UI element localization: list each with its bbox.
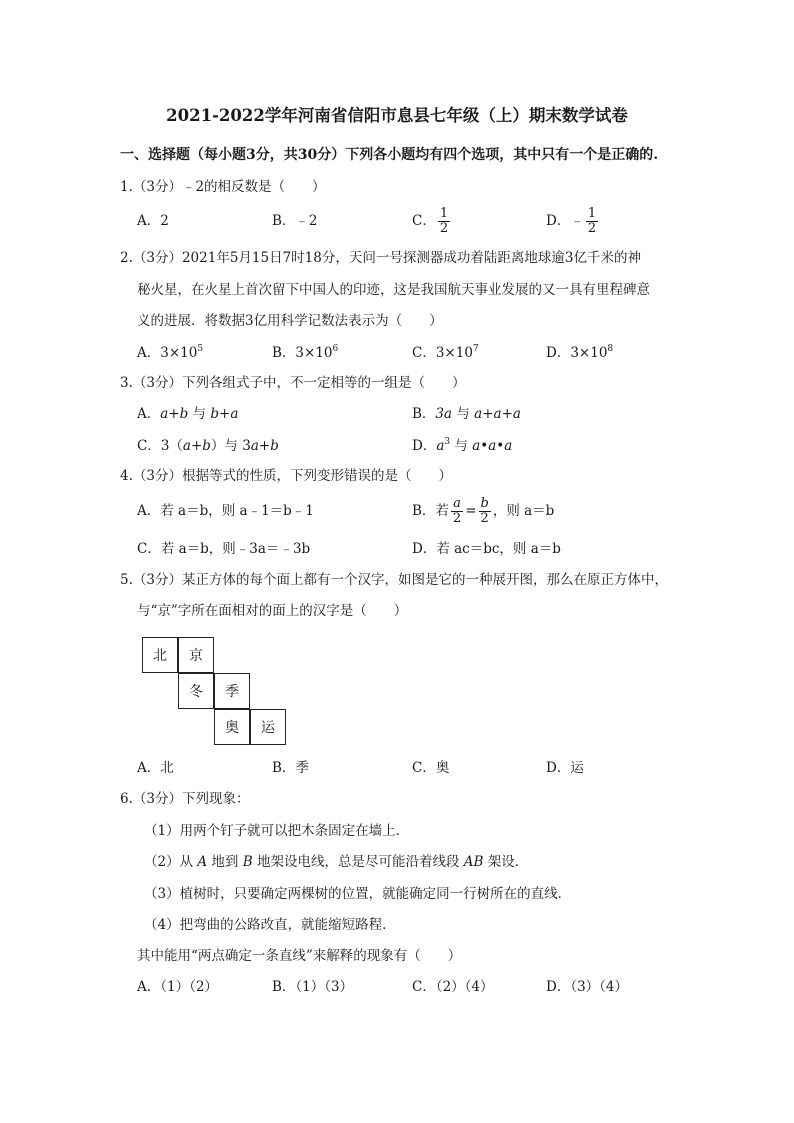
q3-d-exponent: 3 [444, 437, 451, 447]
question-5-line-1: 5.（3分）某正方体的每个面上都有一个汉字，如图是它的一种展开图，那么在原正方体中， [120, 572, 668, 588]
q2-c-base: C．3×10 [412, 345, 473, 361]
q2-option-c[interactable] [412, 344, 479, 362]
q4-option-c[interactable]: C．若 a＝b，则﹣3a＝﹣3b [137, 541, 311, 557]
q6-segment-ab: AB [463, 854, 484, 870]
page-title: 2021-2022学年河南省信阳市息县七年级（上）期末数学试卷 [166, 106, 628, 125]
net-cell-ao: 奥 [214, 709, 250, 745]
q6-item-1: （1）用两个钉子就可以把木条固定在墙上． [144, 823, 410, 839]
question-1-stem: 1.（3分）﹣2的相反数是（ ） [120, 179, 326, 195]
net-cell-jing: 京 [178, 637, 214, 673]
question-2-line-2: 秘火星，在火星上首次留下中国人的印迹，这是我国航天事业发展的又一具有里程碑意 [137, 282, 650, 298]
section-heading: 一、选择题（每小题3分，共30分）下列各小题均有四个选项，其中只有一个是正确的. [120, 147, 659, 163]
q5-option-d[interactable]: D．运 [546, 760, 584, 776]
q3-c-connector: ）与 3 [210, 438, 251, 454]
q4-b-equals: = [465, 503, 477, 519]
q3-c-expr-2: a+b [250, 438, 279, 454]
q3-a-connector: 与 [188, 406, 211, 422]
q1-d-numerator: 1 [587, 206, 597, 221]
q3-b-expr-2: a+a+a [474, 406, 521, 422]
net-cell-yun: 运 [250, 709, 286, 745]
question-2-line-1: 2.（3分）2021年5月15日7时18分，天问一号探测器成功着陆距离地球逾3亿千米的神 [120, 250, 641, 266]
q1-option-a[interactable]: A．2 [137, 213, 169, 229]
q6-item-3: （3）植树时，只要确定两棵树的位置，就能确定同一行树所在的直线． [144, 886, 572, 902]
q2-option-b[interactable] [272, 344, 338, 362]
q3-b-prefix: B． [412, 406, 436, 422]
question-2-line-3: 义的进展．将数据3亿用科学记数法表示为（ ） [137, 313, 443, 329]
q2-b-base: B．3×10 [272, 345, 333, 361]
q6-item-2 [144, 853, 528, 871]
q3-b-expr-1: 3a [435, 406, 453, 422]
q3-option-b[interactable] [412, 405, 521, 423]
q3-option-a[interactable] [137, 405, 238, 423]
net-cell-dong: 冬 [178, 673, 214, 709]
q3-c-expr-1: a+b [182, 438, 211, 454]
q2-a-exponent: 5 [197, 344, 204, 354]
q6-item-2-post: 架设． [483, 854, 529, 870]
net-cell-bei: 北 [142, 637, 178, 673]
q3-d-expr-2: a•a•a [472, 438, 513, 454]
q6-item-2-mid-2: 地架设电线，总是尽可能沿着线段 [252, 854, 464, 870]
question-4-stem: 4.（3分）根据等式的性质，下列变形错误的是（ ） [120, 468, 452, 484]
q1-option-c[interactable] [412, 203, 452, 239]
q4-b-denominator-1: 2 [452, 511, 462, 526]
q5-option-c[interactable]: C．奥 [412, 760, 450, 776]
q4-option-a[interactable]: A．若 a＝b，则 a﹣1＝b﹣1 [137, 503, 314, 519]
q1-option-c-prefix: C． [412, 213, 436, 229]
question-3-stem: 3.（3分）下列各组式子中，不一定相等的一组是（ ） [120, 375, 466, 391]
q4-b-prefix: B．若 [412, 503, 449, 519]
q3-d-connector: 与 [450, 438, 473, 454]
q3-c-prefix: C．3（ [137, 438, 183, 454]
q3-option-d[interactable] [412, 437, 512, 455]
question-5-line-2: 与“京”字所在面相对的面上的汉字是（ ） [137, 603, 408, 619]
q6-item-2-mid: 地到 [207, 854, 243, 870]
q2-option-a[interactable] [137, 344, 203, 362]
q1-c-numerator: 1 [439, 206, 449, 221]
cube-net-figure [142, 637, 292, 747]
q4-option-b[interactable] [412, 493, 554, 529]
q4-option-d[interactable]: D．若 ac＝bc，则 a＝b [412, 541, 561, 557]
q1-d-denominator: 2 [587, 221, 597, 236]
q5-option-b[interactable]: B．季 [272, 760, 309, 776]
q2-b-exponent: 6 [332, 344, 339, 354]
q1-option-d-fraction [586, 207, 598, 236]
q3-option-c[interactable] [137, 437, 279, 455]
q2-c-exponent: 7 [472, 344, 479, 354]
q4-b-numerator-1: a [453, 496, 461, 511]
q4-b-suffix: ，则 a＝b [492, 503, 555, 519]
q1-option-c-fraction [438, 207, 450, 236]
q6-point-b: B [242, 854, 253, 870]
q1-option-d-prefix: D．﹣ [546, 213, 584, 229]
q6-point-a: A [197, 854, 208, 870]
q2-option-d[interactable] [546, 344, 613, 362]
q3-a-expr-1: a+b [160, 406, 189, 422]
q5-option-a[interactable]: A．北 [137, 760, 174, 776]
q4-b-denominator-2: 2 [480, 511, 489, 526]
q3-a-expr-2: b+a [210, 406, 239, 422]
q6-option-b[interactable]: B．（1）（3） [272, 979, 354, 995]
q6-option-d[interactable]: D．（3）（4） [546, 979, 629, 995]
q4-b-fraction-2 [479, 497, 491, 526]
q1-option-d[interactable] [546, 203, 600, 239]
q3-d-base: a [436, 438, 445, 454]
q6-question: 其中能用“两点确定一条直线”来解释的现象有（ ） [137, 948, 462, 964]
net-cell-ji: 季 [214, 673, 250, 709]
q6-option-c[interactable]: C．（2）（4） [412, 979, 494, 995]
q6-item-2-pre: （2）从 [144, 854, 198, 870]
q1-option-b[interactable]: B．﹣2 [272, 213, 318, 229]
q2-a-base: A．3×10 [137, 345, 198, 361]
q1-c-denominator: 2 [439, 221, 449, 236]
q2-d-exponent: 8 [607, 344, 614, 354]
q3-b-connector: 与 [452, 406, 475, 422]
q6-item-4: （4）把弯曲的公路改直，就能缩短路程． [144, 917, 396, 933]
q3-d-prefix: D． [412, 438, 437, 454]
question-6-stem: 6.（3分）下列现象： [120, 791, 250, 807]
q3-a-prefix: A． [137, 406, 161, 422]
q2-d-base: D．3×10 [546, 345, 608, 361]
q4-b-fraction-1 [451, 497, 463, 526]
q6-option-a[interactable]: A．（1）（2） [137, 979, 218, 995]
q4-b-numerator-2: b [480, 496, 489, 511]
